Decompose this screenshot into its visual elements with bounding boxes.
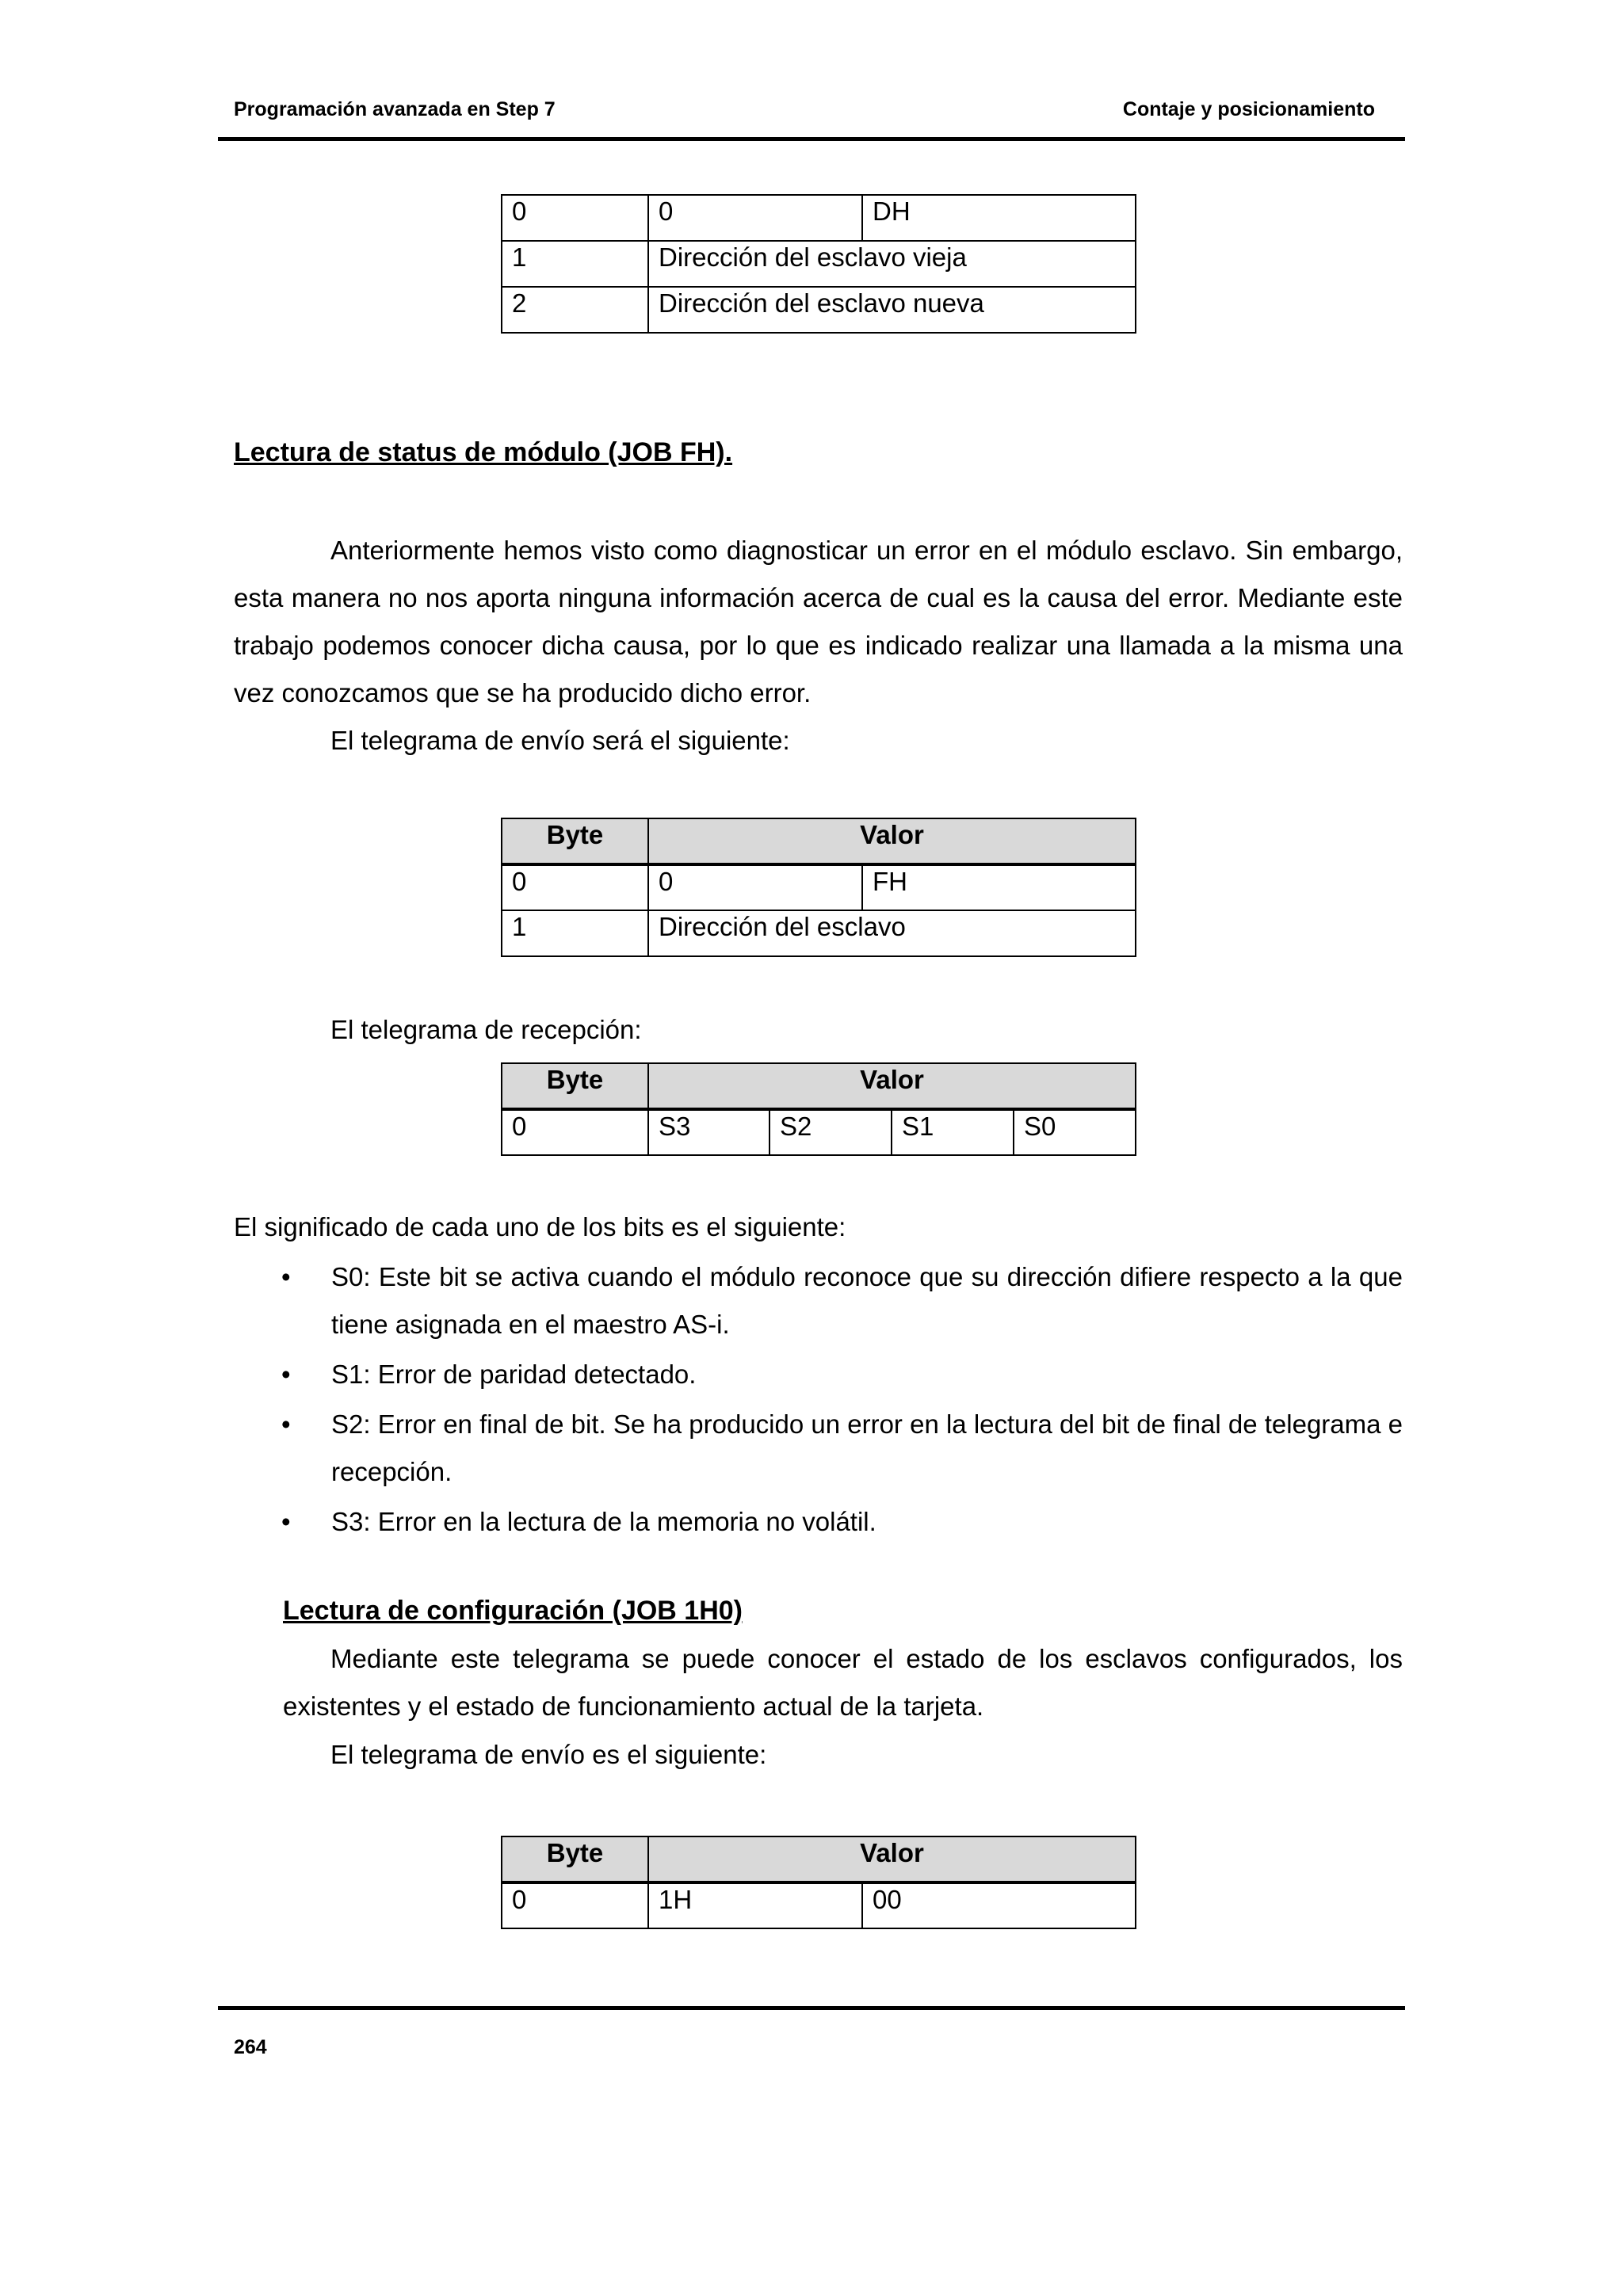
- table-cell: 1H: [648, 1882, 862, 1928]
- bullet-icon: •: [281, 1360, 291, 1389]
- table-row: [502, 241, 1136, 287]
- table-cell: S2: [769, 1109, 892, 1155]
- paragraph-configuracion: Mediante este telegrama se puede conocer el estado de los esclavos configurados, los existentes y el estado de funcionamiento actual de la tarjeta.: [283, 1644, 1403, 1721]
- running-header-right: Contaje y posicionamiento: [1122, 98, 1375, 120]
- table-cell: Dirección del esclavo: [648, 910, 1136, 956]
- bits-list: [234, 1253, 1403, 1548]
- section-heading-status: Lectura de status de módulo (JOB FH).: [234, 437, 733, 467]
- receive-telegram-intro: El telegrama de recepción:: [330, 1015, 642, 1044]
- column-header-byte: Byte: [502, 1063, 648, 1109]
- table-cell: 0: [502, 1109, 648, 1155]
- column-header-valor: Valor: [648, 1836, 1136, 1882]
- column-header-valor: Valor: [648, 818, 1136, 864]
- table-cell: 0: [502, 195, 648, 241]
- table-cell: S1: [892, 1109, 1014, 1155]
- list-item: • S3: Error en la lectura de la memoria no volátil.: [234, 1498, 1403, 1546]
- table-row: [502, 910, 1136, 956]
- table-cell: DH: [862, 195, 1136, 241]
- table-header-row: [502, 1063, 1136, 1109]
- page-number: 264: [234, 2036, 267, 2058]
- bullet-icon: •: [281, 1409, 291, 1439]
- bullet-icon: •: [281, 1262, 291, 1291]
- paragraph-status-intro: Anteriormente hemos visto como diagnosticar un error en el módulo esclavo. Sin embargo, esta manera no nos aporta ninguna información acerca de cual es la causa del error. Mediante este trabajo podemos conocer dicha causa, por lo que es indicado realizar una llamada a la misma una vez conozcamos que se ha producido dicho error.: [234, 536, 1403, 707]
- bullet-icon: •: [281, 1507, 291, 1536]
- table-cell: 1: [502, 910, 648, 956]
- table-cell: 0: [502, 1882, 648, 1928]
- table-row: [502, 195, 1136, 241]
- table-header-row: [502, 818, 1136, 864]
- table-cell: Dirección del esclavo vieja: [648, 241, 1136, 287]
- table-row: [502, 864, 1136, 910]
- list-item: • S0: Este bit se activa cuando el módulo reconoce que su dirección difiere respecto a la que tiene asignada en el maestro AS-i.: [234, 1253, 1403, 1348]
- column-header-valor: Valor: [648, 1063, 1136, 1109]
- table-cell: 1: [502, 241, 648, 287]
- send-telegram-intro: El telegrama de envío será el siguiente:: [330, 726, 790, 755]
- table-cell: 0: [648, 864, 862, 910]
- table-header-row: [502, 1836, 1136, 1882]
- table-cell: 00: [862, 1882, 1136, 1928]
- table-cell: 2: [502, 287, 648, 333]
- list-item: • S1: Error de paridad detectado.: [234, 1351, 1403, 1398]
- table-send-job-1h0: [501, 1836, 1136, 1929]
- table-cell: S0: [1014, 1109, 1136, 1155]
- table-cell: 0: [502, 864, 648, 910]
- table-cell: FH: [862, 864, 1136, 910]
- table-row: [502, 1109, 1136, 1155]
- footer-rule: [218, 2006, 1405, 2010]
- table-cell: S3: [648, 1109, 769, 1155]
- section-heading-configuracion: Lectura de configuración (JOB 1H0): [283, 1596, 743, 1626]
- table-row: [502, 287, 1136, 333]
- table-cell: 0: [648, 195, 862, 241]
- running-header-left: Programación avanzada en Step 7: [234, 98, 556, 120]
- header-rule: [218, 137, 1405, 141]
- table-row: [502, 1882, 1136, 1928]
- column-header-byte: Byte: [502, 1836, 648, 1882]
- table-cell: Dirección del esclavo nueva: [648, 287, 1136, 333]
- send-telegram-intro-2: El telegrama de envío es el siguiente:: [330, 1740, 767, 1769]
- table-send-job-fh: [501, 818, 1136, 957]
- bits-meaning-intro: El significado de cada uno de los bits es el siguiente:: [234, 1212, 846, 1241]
- column-header-byte: Byte: [502, 818, 648, 864]
- table-job-continuation: [501, 194, 1136, 334]
- list-item: • S2: Error en final de bit. Se ha producido un error en la lectura del bit de final de telegrama e recepción.: [234, 1401, 1403, 1496]
- table-receive-job-fh: [501, 1062, 1136, 1156]
